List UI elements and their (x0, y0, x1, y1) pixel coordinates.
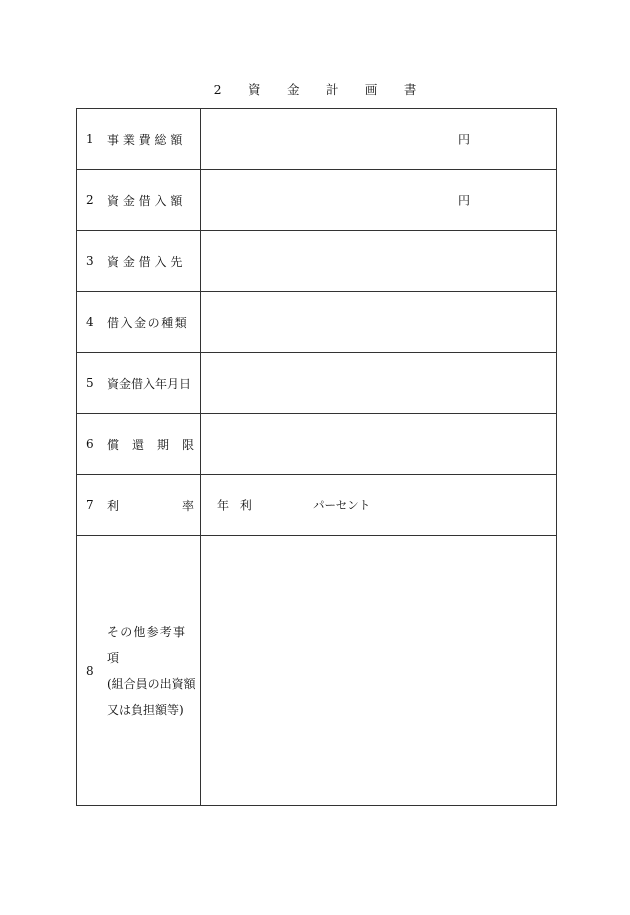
table-row-interest-rate (77, 475, 557, 536)
table-row-lender (77, 231, 557, 292)
row-label: 資金借入先 (107, 254, 187, 269)
repayment-term-field[interactable] (201, 414, 557, 475)
funding-plan-table (76, 108, 557, 806)
row-label: 資金借入年月日 (107, 376, 192, 391)
interest-rate-field[interactable] (201, 475, 557, 536)
yen-unit: 円 (458, 193, 471, 208)
label-char: 率 (181, 498, 194, 513)
row-number: 6 (86, 437, 94, 451)
lender-field[interactable] (201, 231, 557, 292)
label-cell (77, 170, 201, 231)
table-row-loan-date (77, 353, 557, 414)
row-label (107, 497, 200, 514)
page-title: 2 資 金 計 画 書 (213, 82, 428, 97)
label-char: 利 (107, 498, 120, 513)
label-char: 限 (181, 437, 194, 452)
total-cost-field[interactable] (201, 109, 557, 170)
label-cell (77, 353, 201, 414)
row-label: 事業費総額 (107, 132, 187, 147)
label-cell (77, 536, 201, 806)
loan-date-field[interactable] (201, 353, 557, 414)
row-number: 1 (86, 132, 94, 146)
row-number: 5 (86, 376, 94, 390)
label-line: (組合員の出資額 (107, 676, 196, 691)
yen-unit: 円 (458, 132, 471, 147)
label-char: 還 (131, 437, 144, 452)
table-row-repayment-term (77, 414, 557, 475)
label-line: その他参考事 (107, 624, 187, 639)
label-cell (77, 414, 201, 475)
percent-unit: パーセント (313, 498, 371, 512)
label-cell (77, 231, 201, 292)
table-row-loan-amount (77, 170, 557, 231)
row-label (107, 619, 201, 723)
row-number: 4 (86, 315, 94, 329)
row-number: 2 (86, 193, 94, 207)
label-cell (77, 475, 201, 536)
label-cell (77, 292, 201, 353)
annual-rate-label: 年利 (217, 498, 263, 513)
label-line: 又は負担額等) (107, 702, 184, 717)
loan-amount-field[interactable] (201, 170, 557, 231)
label-char: 償 (107, 437, 120, 452)
row-label: 借入金の種類 (107, 315, 189, 330)
row-number: 3 (86, 254, 94, 268)
label-char: 期 (156, 437, 169, 452)
row-number: 8 (86, 663, 94, 678)
row-label: 資金借入額 (107, 193, 187, 208)
row-label (107, 436, 200, 453)
table-row-loan-type (77, 292, 557, 353)
other-notes-field[interactable] (201, 536, 557, 806)
label-cell (77, 109, 201, 170)
table-row-total-cost (77, 109, 557, 170)
label-line: 項 (107, 650, 120, 665)
loan-type-field[interactable] (201, 292, 557, 353)
row-number: 7 (86, 498, 94, 512)
table-row-other-notes (77, 536, 557, 806)
